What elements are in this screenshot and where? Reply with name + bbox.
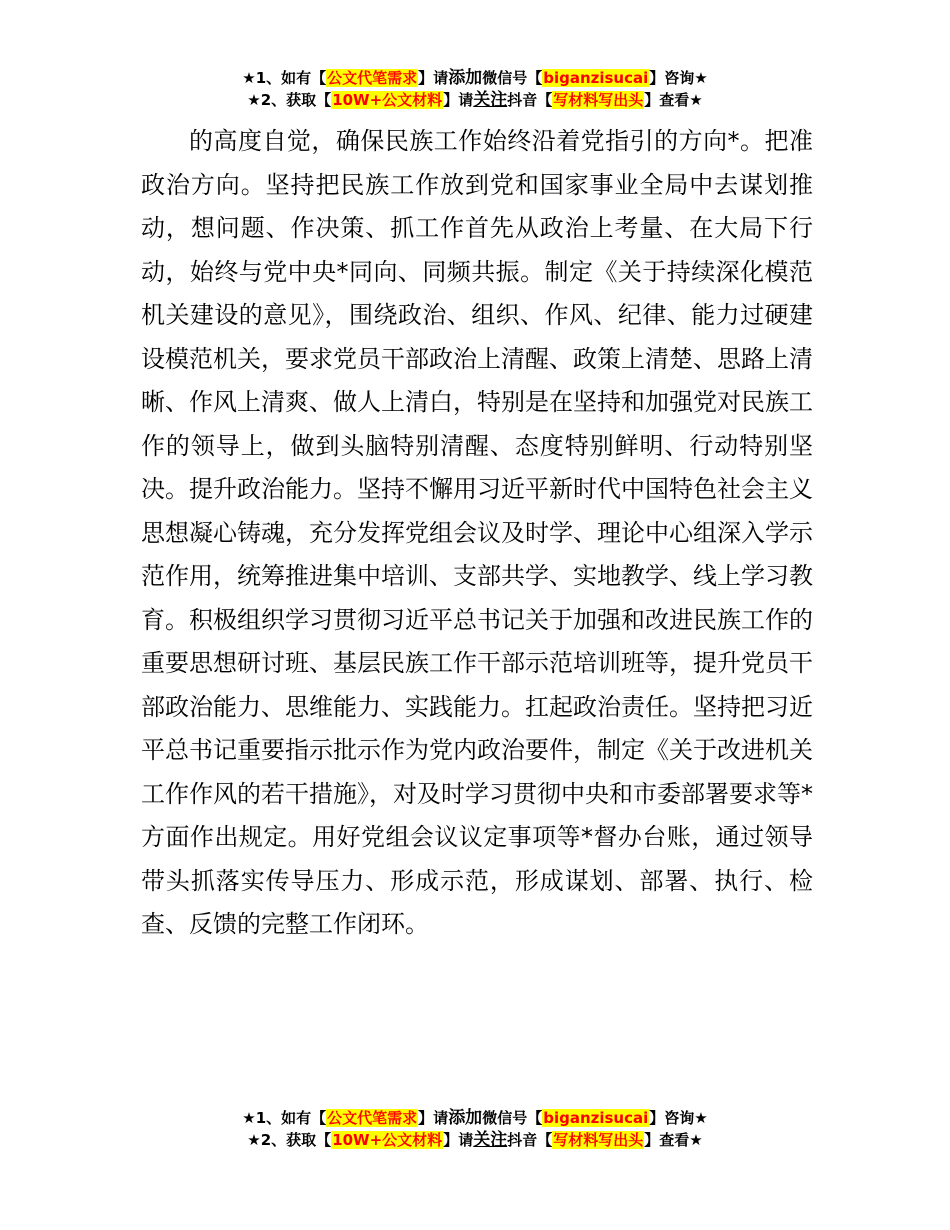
banner-text: 】请 — [418, 1109, 449, 1127]
banner-text: ★2、获取【 — [247, 1131, 332, 1149]
body-paragraph: 的高度自觉，确保民族工作始终沿着党指引的方向*。把准政治方向。坚持把民族工作放到党和国家事业全局中去谋划推动，想问题、作决策、抓工作首先从政治上考量、在大局下行动，始终与党中央*同向、同频共振。制定《关于持续深化模范机关建设的意见》，围绕政治、组织、作风、纪律、能力过硬建设模范机关，要求党员干部政治上清醒、政策上清楚、思路上清晰、作风上清爽、做人上清白，特别是在坚持和加强党对民族工作的领导上，做到头脑特别清醒、态度特别鲜明、行动特别坚决。提升政治能力。坚持不懈用习近平新时代中国特色社会主义思想凝心铸魂，充分发挥党组会议及时学、理论中心组深入学示范作用，统筹推进集中培训、支部共学、实地教学、线上学习教育。积极组织学习贯彻习近平总书记关于加强和改进民族工作的重要思想研讨班、基层民族工作干部示范培训班等，提升党员干部政治能力、思维能力、实践能力。扛起政治责任。坚持把习近平总书记重要指示批示作为党内政治要件，制定《关于改进机关工作作风的若干措施》，对及时学习贯彻中央和市委部署要求等*方面作出规定。用好党组会议议定事项等*督办台账，通过领导带头抓落实传导压力、形成示范，形成谋划、部署、执行、检查、反馈的完整工作闭环。 — [141, 127, 813, 938]
banner-highlight-service: 公文代笔需求 — [327, 69, 418, 87]
banner-text: 】请 — [443, 91, 474, 109]
banner-text-emphasis: 添加 — [448, 1108, 483, 1128]
banner-text: 抖音【 — [507, 91, 553, 109]
banner-text: 】咨询★ — [649, 1109, 708, 1127]
banner-text: 】查看★ — [644, 91, 703, 109]
banner-text: 】请 — [443, 1131, 474, 1149]
banner-text: 抖音【 — [507, 1131, 553, 1149]
banner-text: 】查看★ — [644, 1131, 703, 1149]
banner-highlight-materials: 10W+公文材料 — [332, 1131, 443, 1149]
banner-highlight-materials: 10W+公文材料 — [332, 91, 443, 109]
banner-text-emphasis: 关注 — [473, 1130, 508, 1150]
banner-text: 】咨询★ — [649, 69, 708, 87]
banner-line-1 — [0, 1107, 950, 1129]
banner-text: 微信号【 — [482, 69, 543, 87]
banner-text-emphasis: 关注 — [473, 90, 508, 110]
banner-text: ★1、如有【 — [242, 69, 327, 87]
banner-line-2 — [0, 1129, 950, 1151]
banner-highlight-service: 公文代笔需求 — [327, 1109, 418, 1127]
banner-text: 】请 — [418, 69, 449, 87]
banner-text: ★2、获取【 — [247, 91, 332, 109]
header-banner — [0, 67, 950, 111]
banner-line-2 — [0, 89, 950, 111]
banner-highlight-douyin: 写材料写出头 — [553, 1131, 644, 1149]
banner-highlight-douyin: 写材料写出头 — [553, 91, 644, 109]
banner-text-emphasis: 添加 — [448, 68, 483, 88]
banner-line-1 — [0, 67, 950, 89]
banner-text: 微信号【 — [482, 1109, 543, 1127]
footer-banner — [0, 1107, 950, 1151]
banner-highlight-wechat-id: biganzisucai — [543, 69, 649, 87]
banner-text: ★1、如有【 — [242, 1109, 327, 1127]
document-body — [141, 120, 813, 947]
banner-highlight-wechat-id: biganzisucai — [543, 1109, 649, 1127]
